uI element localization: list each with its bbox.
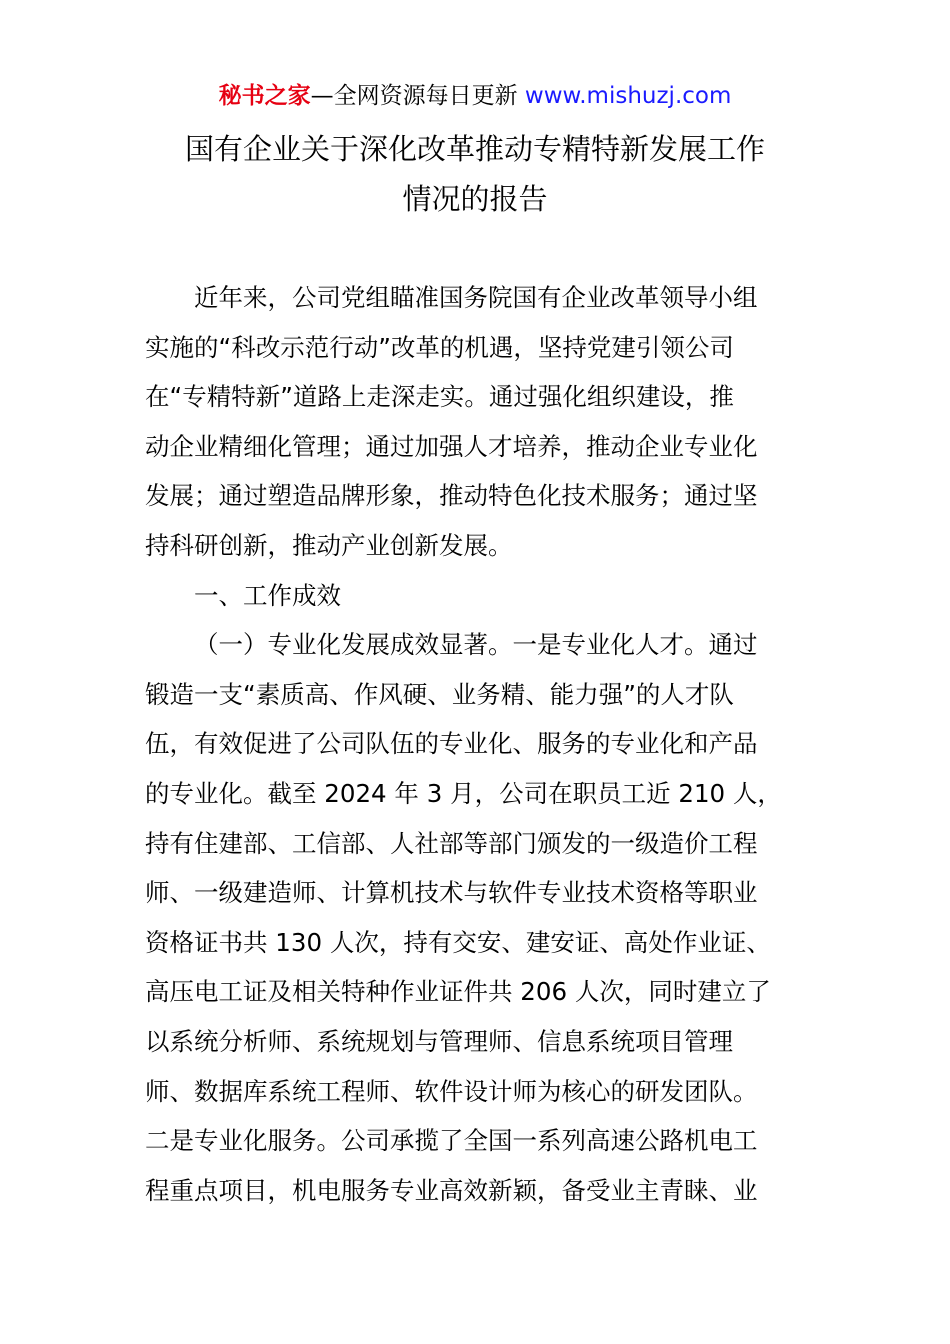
site-url[interactable]: www.mishuzj.com (524, 83, 732, 109)
body-line: 二是专业化服务。公司承揽了全国一系列高速公路机电工 (145, 1126, 758, 1156)
body-line: 持有住建部、工信部、人社部等部门颁发的一级造价工程 (145, 828, 758, 858)
body-line: 师、一级建造师、计算机技术与软件专业技术资格等职业 (145, 878, 758, 908)
body-line: 以系统分析师、系统规划与管理师、信息系统项目管理 (145, 1026, 733, 1056)
section-heading: 一、工作成效 (194, 580, 341, 610)
body-line: 程重点项目，机电服务专业高效新颖，备受业主青睐、业 (145, 1175, 758, 1205)
body-line: 高压电工证及相关特种作业证件共 206 人次，同时建立了 (145, 977, 771, 1007)
site-header (0, 80, 950, 112)
title-line-2: 情况的报告 (402, 182, 548, 216)
body-line: 在“专精特新”道路上走深走实。通过强化组织建设，推 (145, 382, 734, 412)
brand-name: 秘书之家 (218, 83, 311, 109)
body-line: 近年来，公司党组瞄准国务院国有企业改革领导小组 (194, 283, 758, 312)
body-line: 锻造一支“素质高、作风硬、业务精、能力强”的人才队 (145, 679, 734, 709)
body-line: （一）专业化发展成效显著。一是专业化人才。通过 (194, 630, 758, 660)
body-line: 伍，有效促进了公司队伍的专业化、服务的专业化和产品 (145, 729, 758, 759)
body-line: 实施的“科改示范行动”改革的机遇，坚持党建引领公司 (145, 332, 734, 362)
header-tagline: —全网资源每日更新 (310, 83, 518, 109)
body-line: 动企业精细化管理；通过加强人才培养，推动企业专业化 (145, 431, 758, 461)
body-line: 持科研创新，推动产业创新发展。 (145, 530, 513, 560)
document-title (0, 124, 950, 224)
body-line: 发展；通过塑造品牌形象，推动特色化技术服务；通过坚 (145, 481, 758, 511)
body-line: 的专业化。截至 2024 年 3 月，公司在职员工近 210 人， (145, 778, 782, 808)
title-line-1: 国有企业关于深化改革推动专精特新发展工作 (184, 132, 765, 166)
body-line: 师、数据库系统工程师、软件设计师为核心的研发团队。 (145, 1076, 758, 1106)
body-line: 资格证书共 130 人次，持有交安、建安证、高处作业证、 (145, 927, 771, 957)
document-body (145, 273, 807, 1215)
